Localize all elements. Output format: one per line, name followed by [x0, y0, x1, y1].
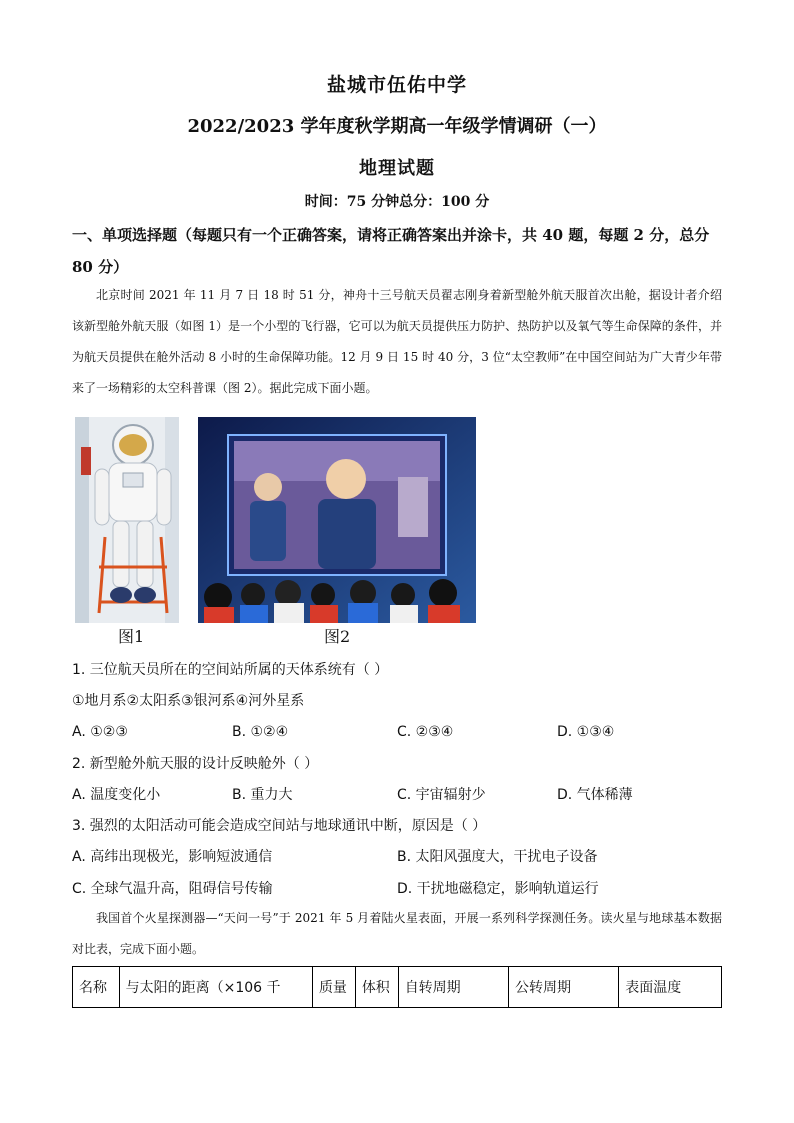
question-1-option-d[interactable]: D. ①③④ [557, 724, 615, 740]
question-3-option-a[interactable]: A. 高纬出现极光，影响短波通信 [72, 849, 273, 865]
table-header-cell: 自转周期 [398, 967, 508, 1008]
question-3-option-d[interactable]: D. 干扰地磁稳定，影响轨道运行 [397, 881, 599, 897]
table-header-cell: 与太阳的距离（×106 千 [119, 967, 312, 1008]
question-2-option-b[interactable]: B. 重力大 [232, 787, 293, 803]
question-2-option-d[interactable]: D. 气体稀薄 [557, 787, 633, 803]
table-header-cell: 名称 [73, 967, 120, 1008]
passage-2: 我国首个火星探测器—“天问一号”于 2021 年 5 月着陆火星表面，开展一系列科学探测任务。读火星与地球基本数据对比表，完成下面小题。 [72, 911, 722, 956]
passage-1: 北京时间 2021 年 11 月 7 日 18 时 51 分，神舟十三号航天员翟志刚身着新型舱外航天服首次出舱，据设计者介绍该新型舱外航天服（如图 1）是一个小型的飞行器，它可以为航天员提供压力防护、热防护以及氧气等生命保障的条件，并为航天员提供在舱外活动 8 小时的生命保障功能。12 月 9 日 15 时 40 分，3 位“太空教师”在中国空间站为广大青少年带来了一场精彩的太空科普课（图 2）。据此完成下面小题。 [72, 288, 722, 395]
table-header-cell: 公转周期 [508, 967, 618, 1008]
figure-1-label: 图1 [118, 627, 145, 646]
table-header-row [73, 967, 722, 1008]
table-header-cell: 体积 [355, 967, 398, 1008]
question-3-stem: 3. 强烈的太阳活动可能会造成空间站与地球通讯中断，原因是（ ） [72, 818, 487, 834]
question-2-stem: 2. 新型舱外航天服的设计反映舱外（ ） [72, 756, 319, 772]
mars-earth-table [72, 966, 722, 1008]
table-header-cell: 表面温度 [619, 967, 722, 1008]
exam-time-score: 时间：75 分钟总分：100 分 [304, 194, 490, 210]
question-3-option-c[interactable]: C. 全球气温升高，阻碍信号传输 [72, 881, 273, 897]
question-3-option-b[interactable]: B. 太阳风强度大，干扰电子设备 [397, 849, 598, 865]
question-1-items: ①地月系②太阳系③银河系④河外星系 [72, 693, 305, 709]
question-2-option-a[interactable]: A. 温度变化小 [72, 787, 161, 803]
table-header-cell: 质量 [312, 967, 355, 1008]
school-name: 盐城市伍佑中学 [326, 74, 467, 96]
space-classroom-illustration [198, 417, 476, 623]
figure-2-label: 图2 [324, 627, 351, 646]
spacesuit-illustration [75, 417, 179, 623]
question-1-option-a[interactable]: A. ①②③ [72, 724, 128, 740]
exam-term: 2022/2023 学年度秋学期高一年级学情调研（一） [187, 116, 607, 137]
question-1-option-b[interactable]: B. ①②④ [232, 724, 289, 740]
section-heading: 一、单项选择题（每题只有一个正确答案，请将正确答案出并涂卡，共 40 题，每题 2 分，总分 80 分） [72, 226, 710, 276]
question-2-option-c[interactable]: C. 宇宙辐射少 [397, 787, 486, 803]
question-1-option-c[interactable]: C. ②③④ [397, 724, 454, 740]
figure-2-space-class [198, 417, 476, 623]
exam-subject: 地理试题 [359, 158, 435, 179]
figure-1-spacesuit [75, 417, 179, 623]
question-1-stem: 1. 三位航天员所在的空间站所属的天体系统有（ ） [72, 662, 389, 678]
